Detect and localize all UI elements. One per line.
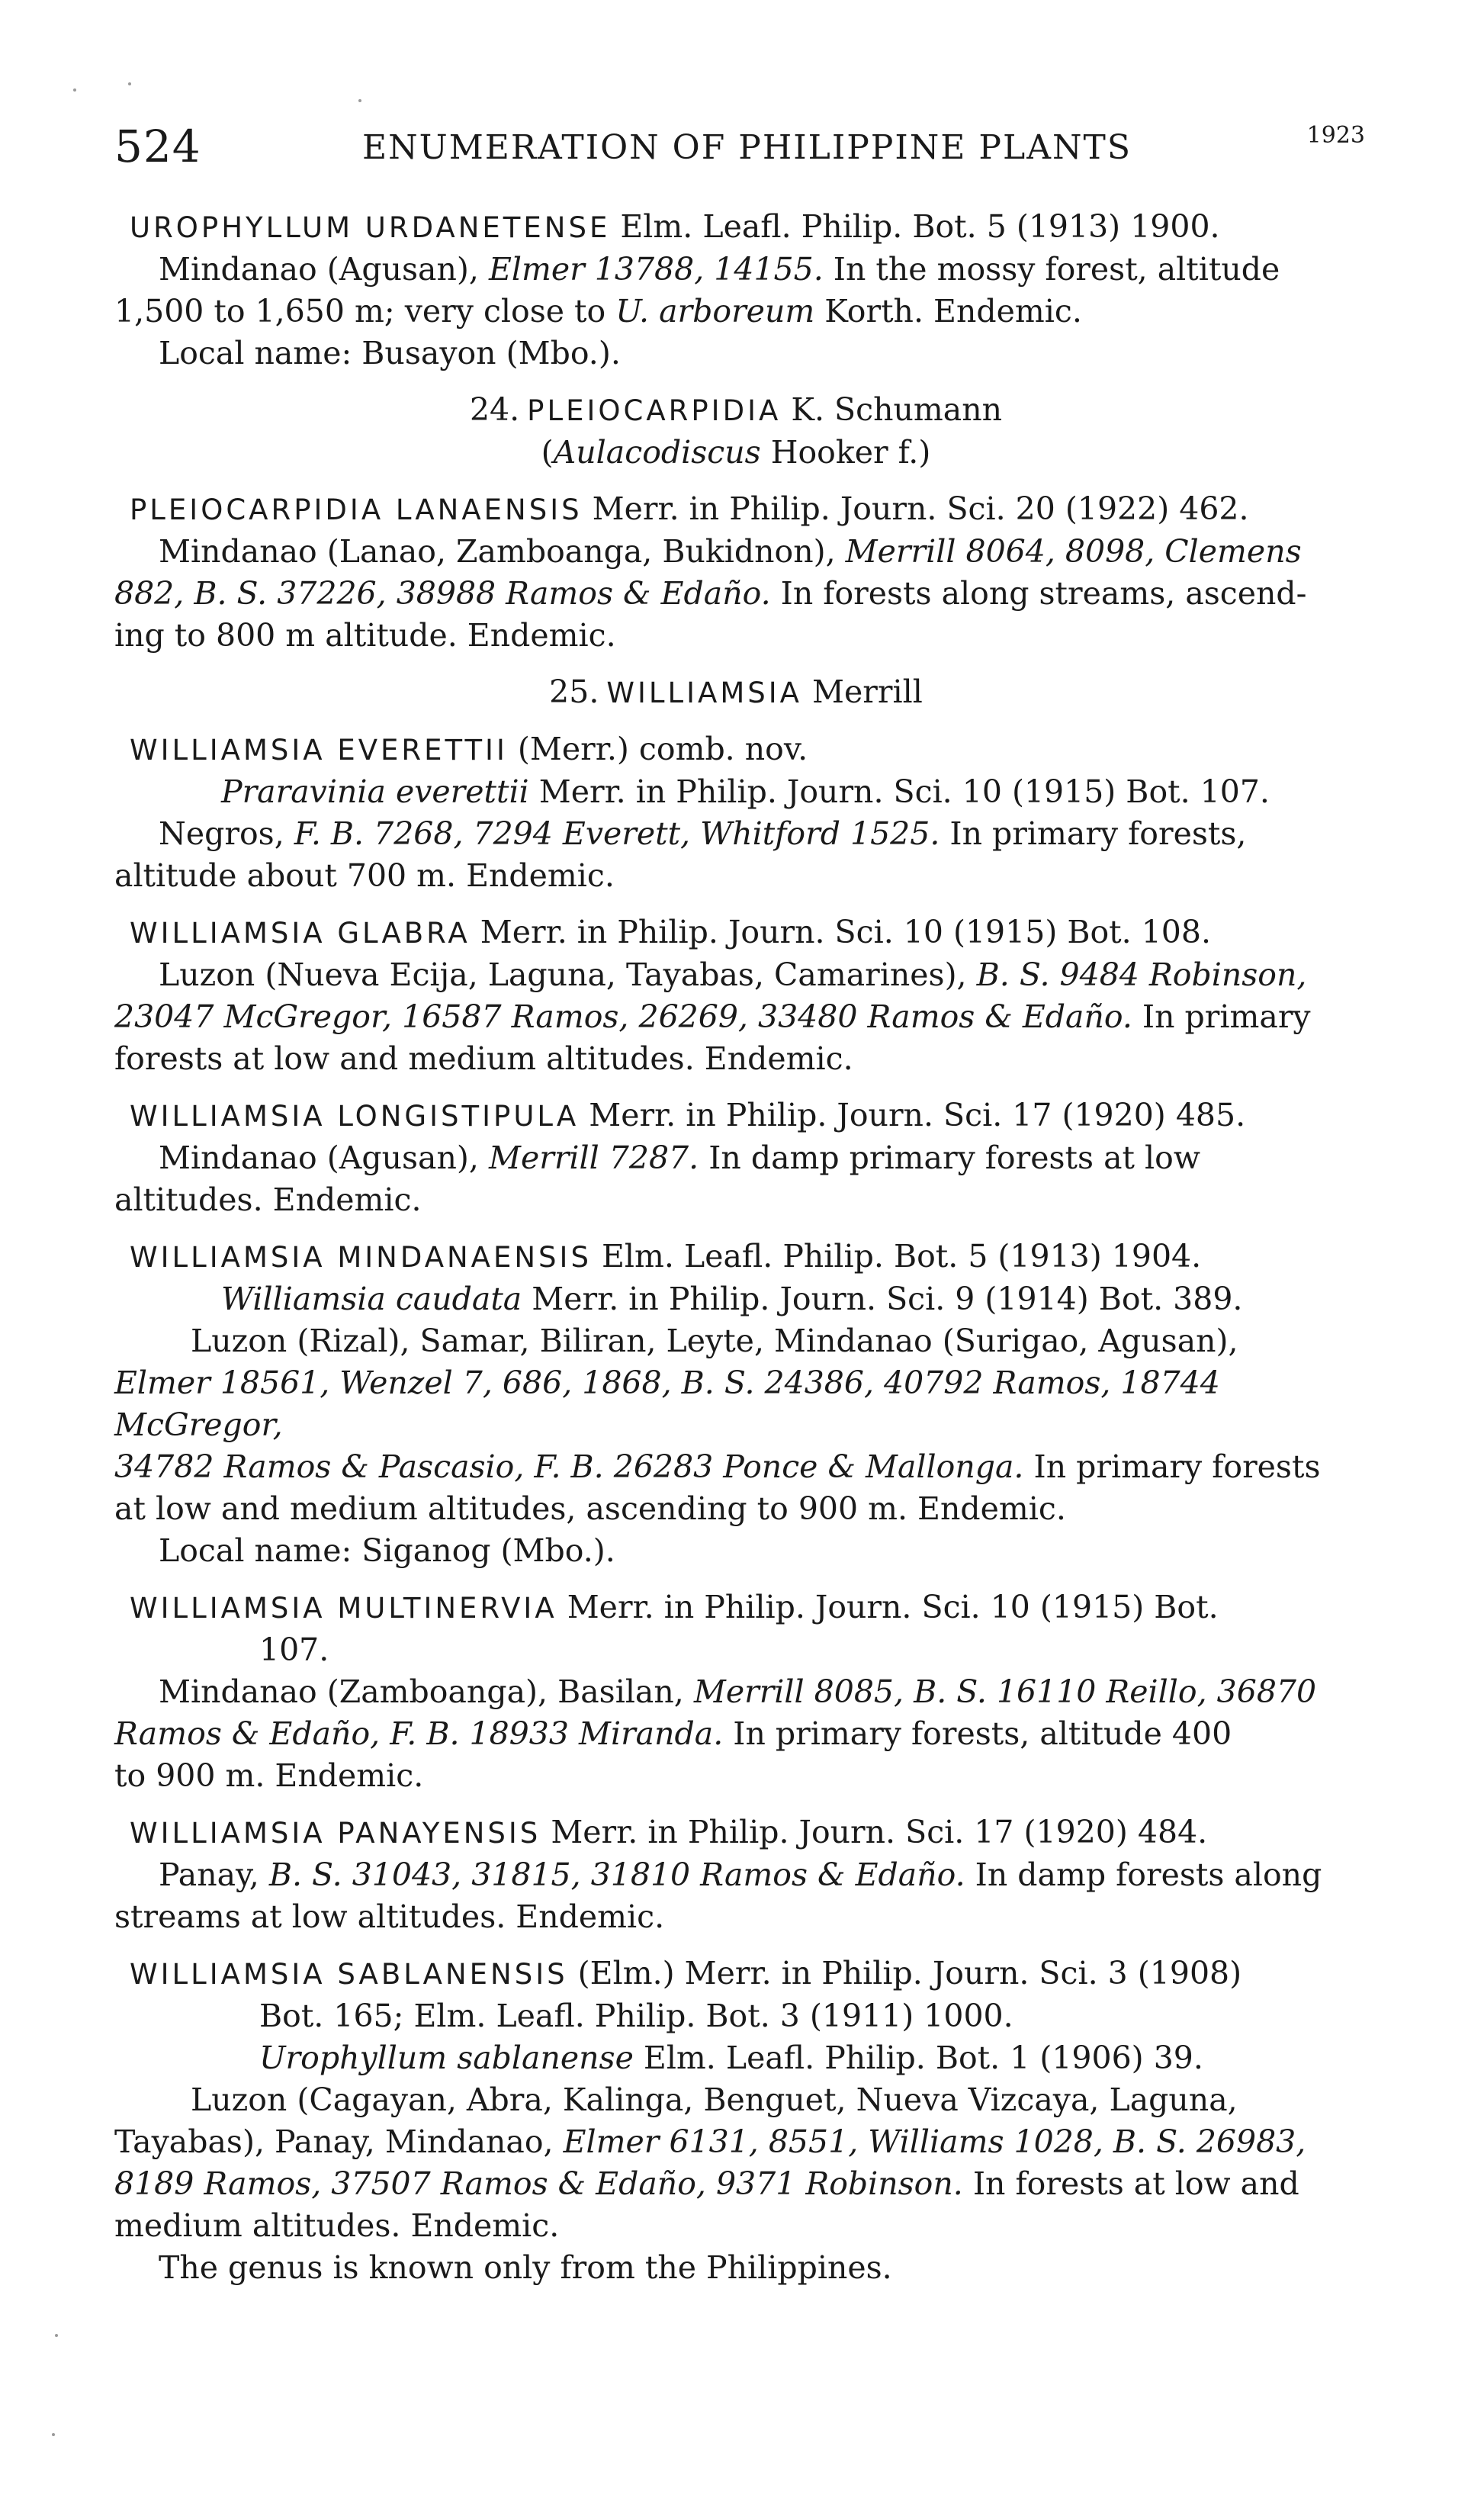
specimen-list: Elmer 13788, 14155. (488, 251, 824, 288)
species-name: WILLIAMSIA EVERETTII (130, 734, 508, 767)
genus-heading-williamsia (114, 671, 1357, 714)
citation-continuation: 107. (259, 1631, 329, 1668)
specimen-list: B. S. 9484 Robinson, (976, 956, 1307, 993)
distribution-text: Luzon (Cagayan, Abra, Kalinga, Benguet, Nueva Vizcaya, Laguna, (191, 2081, 1238, 2118)
species-citation: (Elm.) Merr. in Philip. Journ. Sci. 3 (1908) (577, 1955, 1242, 1991)
specimen-list: Merrill 8085, B. S. 16110 Reillo, 36870 (693, 1673, 1317, 1710)
species-name: WILLIAMSIA GLABRA (130, 917, 471, 950)
local-name: Local name: Siganog (Mbo.). (159, 1532, 615, 1569)
reference-name: U. arboreum (615, 293, 815, 329)
genus-name: WILLIAMSIA (606, 677, 802, 709)
genus-author: K. Schumann (791, 391, 1003, 428)
specimen-list: Elmer 18561, Wenzel 7, 686, 1868, B. S. 24386, 40792 Ramos, 18744 McGregor, (114, 1365, 1220, 1443)
species-entry-williamsia-multinervia: WILLIAMSIA MULTINERVIA Merr. in Philip. Journ. Sci. 10 (1915) Bot. 107. Mindanao (Zamboanga), Basilan, Merrill 8085, B. S. 16110 Reillo, 36870 Ramos & Edaño, F. B. 18933 Miranda. In primary forests, altitude 400 to 900 m. Endemic. (114, 1586, 1357, 1797)
species-entry-urophyllum-urdanetense: UROPHYLLUM URDANETENSE Elm. Leafl. Philip. Bot. 5 (1913) 1900. Mindanao (Agusan), Elmer 13788, 14155. In the mossy forest, altitude 1,500 to 1,650 m; very close to U. arboreum Korth. Endemic. Local name: Busayon (Mbo.). (114, 206, 1357, 374)
closing-note: The genus is known only from the Philippines. (159, 2249, 892, 2286)
species-entry-williamsia-longistipula: WILLIAMSIA LONGISTIPULA Merr. in Philip. Journ. Sci. 17 (1920) 485. Mindanao (Agusan), Merrill 7287. In damp primary forests at low altitudes. Endemic. (114, 1095, 1357, 1221)
genus-heading-pleiocarpidia (114, 389, 1357, 474)
page-body (114, 206, 1357, 2303)
species-entry-pleiocarpidia-lanaensis: PLEIOCARPIDIA LANAENSIS Merr. in Philip. Journ. Sci. 20 (1922) 462. Mindanao (Lanao, Zamboanga, Bukidnon), Merrill 8064, 8098, Clemens 882, B. S. 37226, 38988 Ramos & Edaño. In forests along streams, ascend- ing to 800 m altitude. Endemic. (114, 488, 1357, 657)
species-citation: Merr. in Philip. Journ. Sci. 10 (1915) Bot. 108. (480, 914, 1211, 950)
species-entry-williamsia-everettii: WILLIAMSIA EVERETTII (Merr.) comb. nov. Praravinia everettii Merr. in Philip. Journ. Sci. 10 (1915) Bot. 107. Negros, F. B. 7268, 7294 Everett, Whitford 1525. In primary forests, altitude about 700 m. Endemic. (114, 728, 1357, 897)
species-entry-williamsia-sablanensis: WILLIAMSIA SABLANENSIS (Elm.) Merr. in Philip. Journ. Sci. 3 (1908) Bot. 165; Elm. Leafl. Philip. Bot. 3 (1911) 1000. Urophyllum sablanense Elm. Leafl. Philip. Bot. 1 (1906) 39. Luzon (Cagayan, Abra, Kalinga, Benguet, Nueva Vizcaya, Laguna, Tayabas), Panay, Mindanao, Elmer 6131, 8551, Williams 1028, B. S. 26983, 8189 Ramos, 37507 Ramos & Edaño, 9371 Robinson. In forests at low and medium altitudes. Endemic. The genus is known only from the Philippines. (114, 1953, 1357, 2289)
distribution-text: Panay, B. S. 31043, 31815, 31810 Ramos & Edaño. In damp forests along (159, 1856, 1322, 1893)
genus-author: Merrill (812, 673, 923, 710)
running-title: ENUMERATION OF PHILIPPINE PLANTS (362, 128, 1132, 167)
local-name: Local name: Busayon (Mbo.). (159, 335, 621, 371)
distribution-text: Mindanao (Lanao, Zamboanga, Bukidnon), Merrill 8064, 8098, Clemens (159, 533, 1302, 570)
distribution-text: Luzon (Rizal), Samar, Biliran, Leyte, Mindanao (Surigao, Agusan), (191, 1323, 1238, 1359)
header-year: 1923 (1306, 122, 1365, 149)
species-citation: Elm. Leafl. Philip. Bot. 5 (1913) 1904. (601, 1238, 1202, 1275)
scan-speck (55, 2334, 58, 2337)
scan-speck (128, 82, 131, 85)
synonym-line: Urophyllum sablanense Elm. Leafl. Philip. Bot. 1 (1906) 39. (259, 2040, 1203, 2076)
species-name: UROPHYLLUM URDANETENSE (130, 211, 611, 244)
species-name: WILLIAMSIA MINDANAENSIS (130, 1241, 592, 1274)
species-name: WILLIAMSIA MULTINERVIA (130, 1592, 557, 1625)
scan-speck (52, 2433, 55, 2436)
species-name: WILLIAMSIA SABLANENSIS (130, 1958, 568, 1991)
distribution-text: Mindanao (Agusan), Merrill 7287. In damp primary forests at low (159, 1140, 1200, 1176)
distribution-text: Luzon (Nueva Ecija, Laguna, Tayabas, Camarines), B. S. 9484 Robinson, (159, 956, 1307, 993)
species-name: WILLIAMSIA PANAYENSIS (130, 1817, 541, 1850)
species-citation: Merr. in Philip. Journ. Sci. 17 (1920) 484. (551, 1814, 1208, 1850)
species-citation: (Merr.) comb. nov. (517, 731, 808, 767)
distribution-text: Negros, F. B. 7268, 7294 Everett, Whitford 1525. In primary forests, (159, 815, 1247, 852)
citation-continuation: Bot. 165; Elm. Leafl. Philip. Bot. 3 (1911) 1000. (259, 1998, 1013, 2034)
synonym-line: Williamsia caudata Merr. in Philip. Journ. Sci. 9 (1914) Bot. 389. (221, 1281, 1243, 1317)
specimen-list: Elmer 6131, 8551, Williams 1028, B. S. 26983, (563, 2123, 1306, 2160)
genus-number: 25. (549, 673, 599, 710)
species-citation: Merr. in Philip. Journ. Sci. 17 (1920) 485. (589, 1097, 1246, 1133)
genus-number: 24. (469, 391, 520, 428)
synonym-line: Praravinia everettii Merr. in Philip. Journ. Sci. 10 (1915) Bot. 107. (221, 773, 1270, 810)
species-citation: Elm. Leafl. Philip. Bot. 5 (1913) 1900. (620, 208, 1220, 245)
distribution-text: Mindanao (Zamboanga), Basilan, Merrill 8085, B. S. 16110 Reillo, 36870 (159, 1673, 1317, 1710)
species-citation: Merr. in Philip. Journ. Sci. 10 (1915) Bot. (567, 1589, 1219, 1625)
specimen-list: F. B. 7268, 7294 Everett, Whitford 1525. (294, 815, 940, 852)
species-entry-williamsia-mindanaensis: WILLIAMSIA MINDANAENSIS Elm. Leafl. Philip. Bot. 5 (1913) 1904. Williamsia caudata Merr. in Philip. Journ. Sci. 9 (1914) Bot. 389. Luzon (Rizal), Samar, Biliran, Leyte, Mindanao (Surigao, Agusan), Elmer 18561, Wenzel 7, 686, 1868, B. S. 24386, 40792 Ramos, 18744 McGregor, 34782 Ramos & Pascasio, F. B. 26283 Ponce & Mallonga. In primary forests at low and medium altitudes, ascending to 900 m. Endemic. Local name: Siganog (Mbo.). (114, 1236, 1357, 1572)
scan-speck (73, 88, 76, 92)
specimen-list: Merrill 8064, 8098, Clemens (845, 533, 1302, 570)
scan-speck (358, 99, 361, 102)
species-citation: Merr. in Philip. Journ. Sci. 20 (1922) 462. (592, 490, 1249, 527)
page-number: 524 (114, 121, 201, 172)
species-entry-williamsia-glabra: WILLIAMSIA GLABRA Merr. in Philip. Journ. Sci. 10 (1915) Bot. 108. Luzon (Nueva Ecija, Laguna, Tayabas, Camarines), B. S. 9484 Robinson, 23047 McGregor, 16587 Ramos, 26269, 33480 Ramos & Edaño. In primary forests at low and medium altitudes. Endemic. (114, 911, 1357, 1080)
genus-name: PLEIOCARPIDIA (527, 394, 782, 427)
specimen-list: Merrill 7287. (488, 1140, 699, 1176)
genus-synonym: (Aulacodiscus Hooker f.) (541, 434, 931, 471)
distribution-text: Mindanao (Agusan), Elmer 13788, 14155. In the mossy forest, altitude (159, 251, 1280, 288)
page-header (114, 114, 1365, 175)
species-name: WILLIAMSIA LONGISTIPULA (130, 1100, 580, 1133)
species-entry-williamsia-panayensis: WILLIAMSIA PANAYENSIS Merr. in Philip. Journ. Sci. 17 (1920) 484. Panay, B. S. 31043, 31815, 31810 Ramos & Edaño. In damp forests along streams at low altitudes. Endemic. (114, 1811, 1357, 1938)
species-name: PLEIOCARPIDIA LANAENSIS (130, 493, 583, 526)
specimen-list: B. S. 31043, 31815, 31810 Ramos & Edaño. (268, 1856, 965, 1893)
